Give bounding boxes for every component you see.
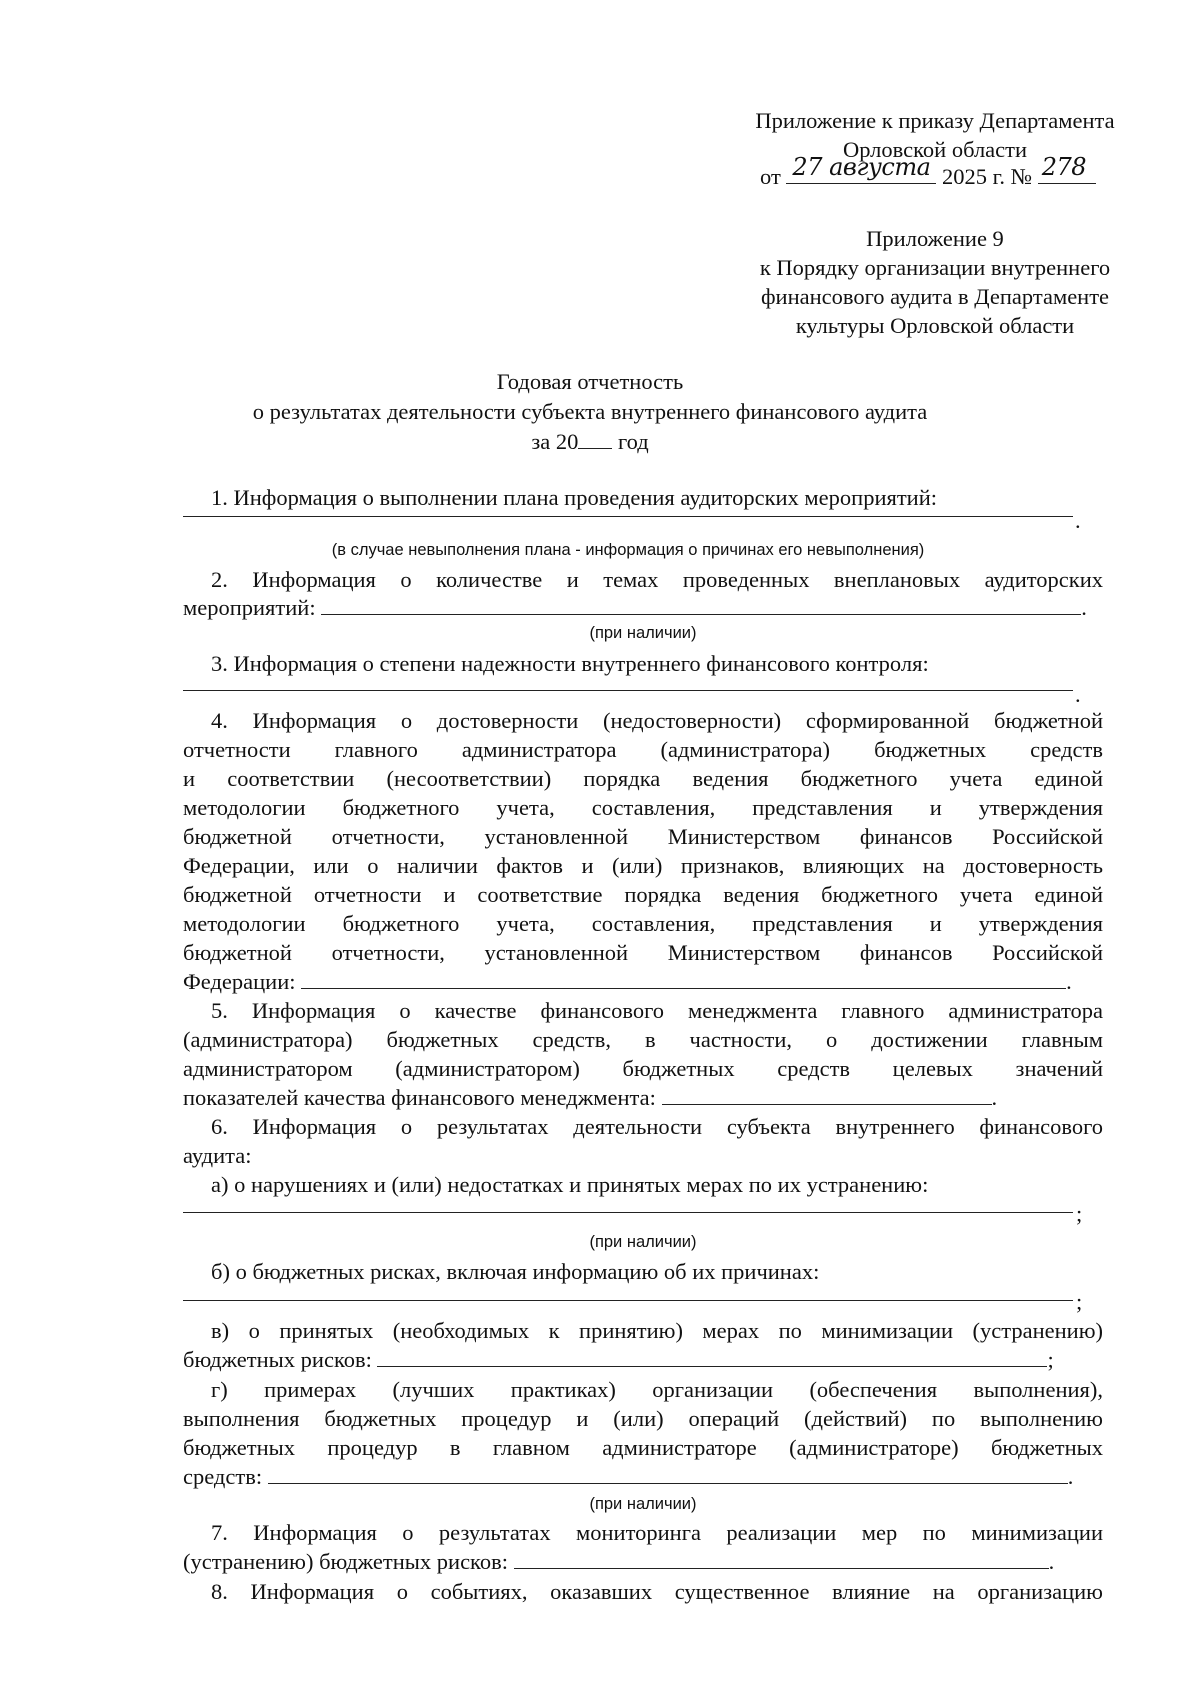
date-field — [786, 153, 936, 184]
item-2-line1: 2. Информация о количестве и темах проведенных внеплановых аудиторских — [211, 567, 1103, 592]
item-3-dot: . — [1075, 682, 1081, 707]
item-1-note: (в случае невыполнения плана - информация о причинах его невыполнения) — [331, 541, 925, 559]
title-year-suffix: год — [617, 429, 649, 454]
item-4-line-7: методологии бюджетного учета, составления, представления и утверждения — [183, 911, 1103, 936]
item-6v-line1: в) о принятых (необходимых к принятию) мерах по минимизации (устранению) — [211, 1318, 1103, 1343]
item-6a-rule — [183, 1212, 1073, 1213]
item-7 — [183, 1518, 1103, 1576]
item-6g-label: средств: — [183, 1464, 263, 1489]
item-5 — [183, 996, 1103, 1112]
title-line3 — [180, 427, 1000, 457]
item-3-rule — [183, 690, 1073, 691]
title-year-blank — [578, 430, 612, 449]
date-handwritten: 27 августа — [792, 153, 931, 181]
item-4-line-0: 4. Информация о достоверности (недостоверности) сформированной бюджетной — [211, 708, 1103, 733]
item-2-blank — [321, 596, 1081, 615]
item-5-label: показателей качества финансового менеджмента: — [183, 1085, 656, 1110]
title-line2: о результатах деятельности субъекта внутреннего финансового аудита — [252, 399, 928, 424]
item-4-line-5: Федерации, или о наличии фактов и (или) признаков, влияющих на достоверность — [183, 853, 1103, 878]
item-5-blank — [662, 1086, 992, 1105]
number-handwritten: 278 — [1041, 153, 1087, 181]
appendix-line4: культуры Орловской области — [795, 313, 1075, 338]
item-5-dot: . — [991, 1085, 998, 1110]
item-4-line-4: бюджетной отчетности, установленной Министерством финансов Российской — [183, 824, 1103, 849]
item-8-line1: 8. Информация о событиях, оказавших существенное влияние на организацию — [211, 1579, 1103, 1604]
title-line1: Годовая отчетность — [496, 369, 684, 394]
item-5-line-1: (администратора) бюджетных средств, в частности, о достижении главным — [183, 1027, 1103, 1052]
item-2-note: (при наличии) — [589, 624, 697, 642]
item-6g-line-0: г) примерах (лучших практиках) организации (обеспечения выполнения), — [211, 1377, 1103, 1402]
item-1-dot: . — [1075, 508, 1081, 533]
item-4-line-1: отчетности главного администратора (администратора) бюджетных средств — [183, 737, 1103, 762]
item-6b-semicolon: ; — [1076, 1289, 1083, 1314]
item-4-label: Федерации: — [183, 969, 296, 994]
order-header-line2: Орловской области — [842, 137, 1028, 162]
item-6g-blank — [268, 1465, 1068, 1484]
appendix-line1: Приложение 9 — [866, 226, 1004, 251]
item-4-line-8: бюджетной отчетности, установленной Министерством финансов Российской — [183, 940, 1103, 965]
title-year-prefix: за 20 — [531, 429, 579, 454]
item-4-line-2: и соответствии (несоответствии) порядка ведения бюджетного учета единой — [183, 766, 1103, 791]
appendix-line2: к Порядку организации внутреннего — [759, 255, 1111, 280]
item-5-line-2: администратором (администратором) бюджетных средств целевых значений — [183, 1056, 1103, 1081]
item-2-label: мероприятий: — [183, 595, 316, 620]
item-7-line2 — [183, 1547, 1103, 1576]
item-6g-line-2: бюджетных процедур в главном администраторе (администраторе) бюджетных — [183, 1435, 1103, 1460]
item-6a-note: (при наличии) — [589, 1233, 697, 1251]
document-title — [180, 367, 1000, 457]
item-7-line1: 7. Информация о результатах мониторинга реализации мер по минимизации — [211, 1520, 1103, 1545]
item-4-blank — [301, 970, 1066, 989]
order-date-line — [760, 153, 1096, 191]
item-4-line-6: бюджетной отчетности и соответствие порядка ведения бюджетного учета единой — [183, 882, 1103, 907]
item-5-last-line — [183, 1083, 1103, 1112]
item-6v-label: бюджетных рисков: — [183, 1347, 372, 1372]
item-2-line2 — [183, 594, 1103, 622]
item-6b: б) о бюджетных рисках, включая информацию об их причинах: — [211, 1259, 820, 1284]
item-6v-semicolon: ; — [1047, 1347, 1054, 1372]
item-4-dot: . — [1066, 969, 1072, 994]
item-7-blank — [514, 1550, 1049, 1569]
item-6-line1: 6. Информация о результатах деятельности субъекта внутреннего финансового — [211, 1114, 1103, 1139]
item-6g-last-line — [183, 1462, 1103, 1491]
item-6 — [183, 1112, 1103, 1170]
number-field — [1038, 153, 1096, 184]
item-4 — [183, 706, 1103, 996]
item-7-label: (устранению) бюджетных рисков: — [183, 1549, 508, 1574]
appendix-line3: финансового аудита в Департаменте — [760, 284, 1110, 309]
item-6g-line-1: выполнения бюджетных процедур и (или) операций (действий) по выполнению — [183, 1406, 1103, 1431]
item-6-line2: аудита: — [183, 1143, 252, 1168]
item-6g — [183, 1375, 1103, 1491]
item-6v-line2 — [183, 1345, 1103, 1374]
item-6g-note: (при наличии) — [589, 1495, 697, 1513]
appendix-header — [735, 224, 1135, 340]
item-6v — [183, 1316, 1103, 1374]
item-8 — [183, 1577, 1103, 1606]
item-5-line-0: 5. Информация о качестве финансового менеджмента главного администратора — [211, 998, 1103, 1023]
order-year: 2025 г. № — [942, 164, 1033, 189]
item-6a: а) о нарушениях и (или) недостатках и принятых мерах по их устранению: — [211, 1172, 929, 1197]
item-2 — [183, 565, 1103, 594]
item-6v-blank — [377, 1348, 1047, 1367]
date-prefix: от — [760, 164, 781, 189]
order-header-line1: Приложение к приказу Департамента — [755, 108, 1115, 133]
item-6g-dot: . — [1067, 1464, 1074, 1489]
item-1-rule — [183, 516, 1073, 517]
item-4-last-line — [183, 967, 1103, 996]
item-3: 3. Информация о степени надежности внутреннего финансового контроля: — [211, 651, 929, 676]
item-4-line-3: методологии бюджетного учета, составления, представления и утверждения — [183, 795, 1103, 820]
item-6b-rule — [183, 1300, 1073, 1301]
item-7-dot: . — [1048, 1549, 1055, 1574]
item-6a-semicolon: ; — [1076, 1201, 1083, 1226]
item-1: 1. Информация о выполнении плана проведения аудиторских мероприятий: — [211, 485, 937, 510]
item-2-dot: . — [1081, 595, 1087, 620]
